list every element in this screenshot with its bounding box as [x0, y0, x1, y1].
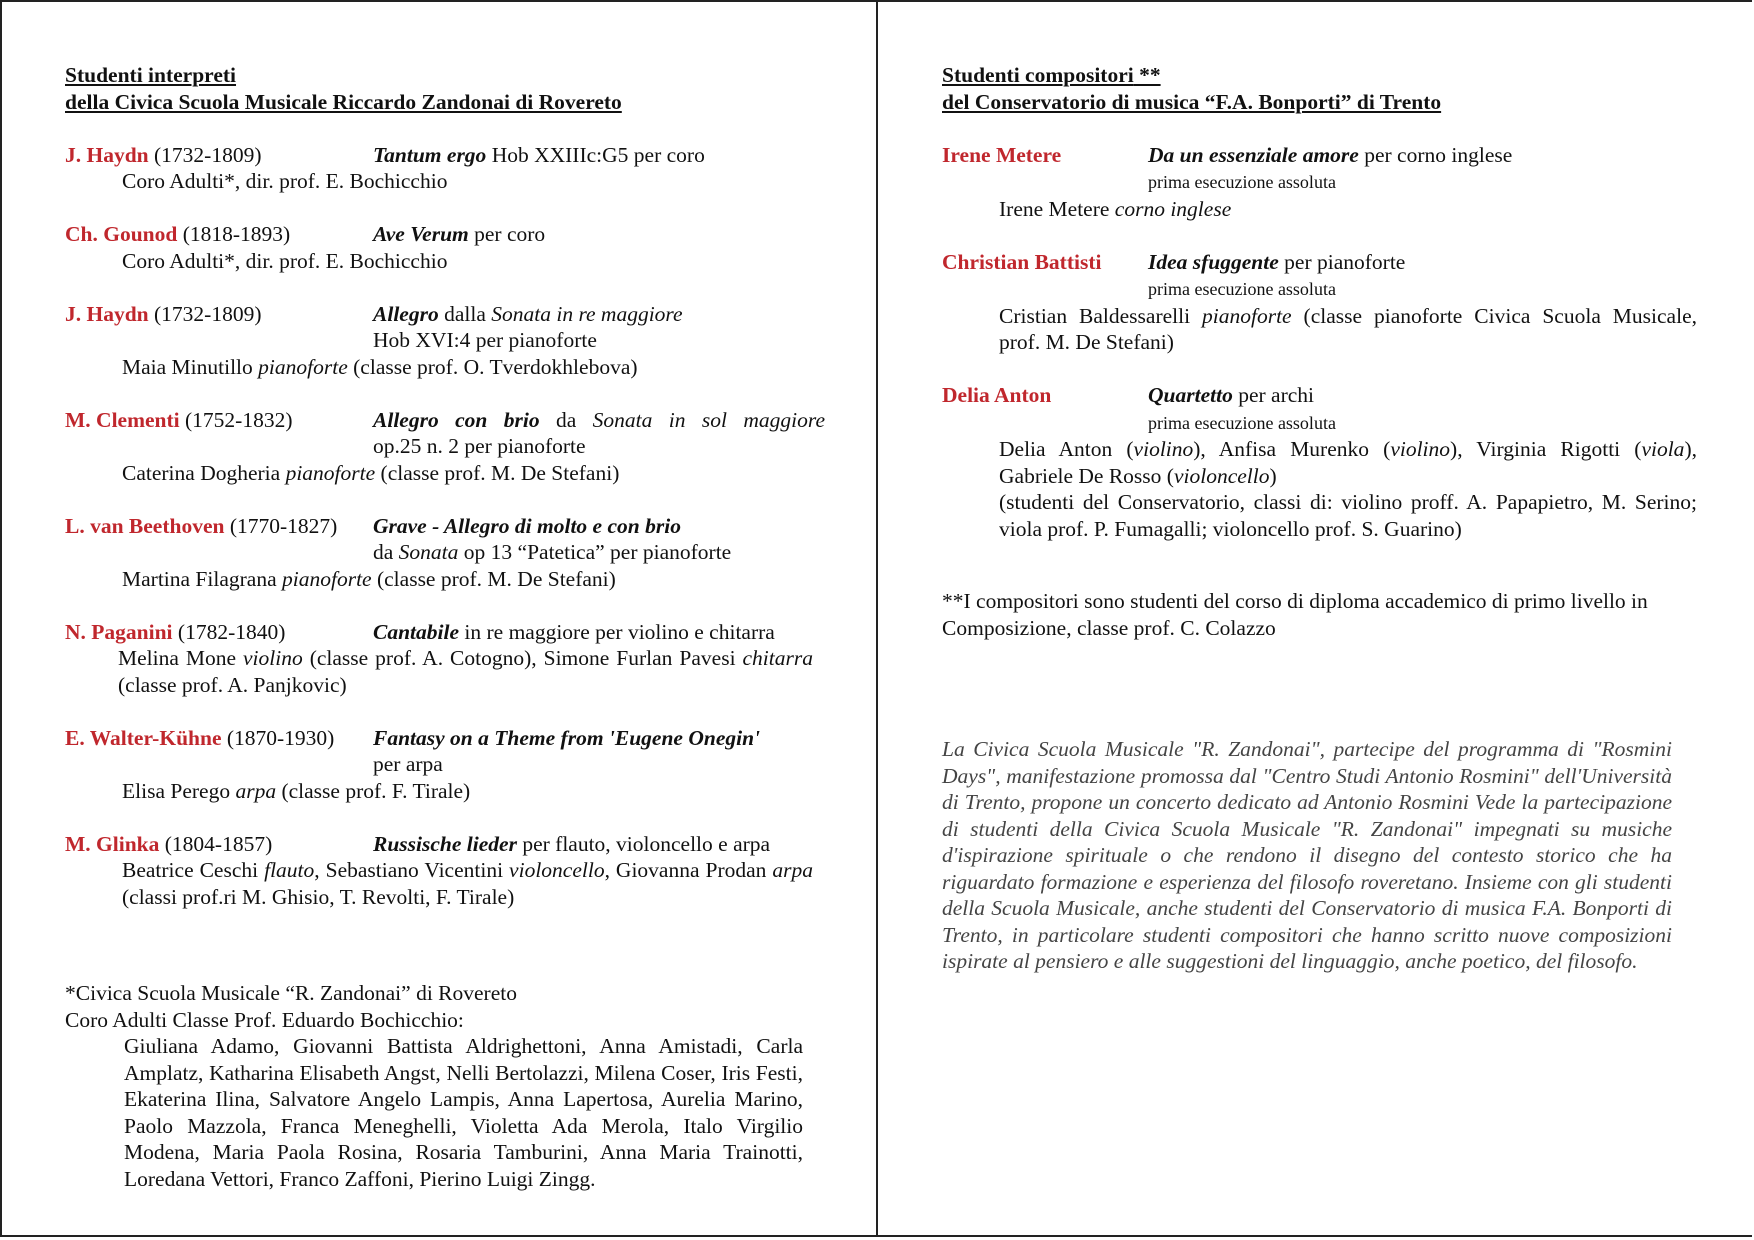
- performers: [942, 436, 1697, 542]
- program-entry: [65, 301, 825, 381]
- work-source: Sonata in sol maggiore: [592, 407, 825, 432]
- composer-name: J. Haydn: [65, 142, 149, 167]
- performer-class: (classe prof. F. Tirale): [276, 778, 471, 803]
- composers-heading: [942, 62, 1697, 115]
- work-details: op.25 n. 2 per pianoforte: [373, 434, 586, 458]
- program-entry: [65, 142, 825, 195]
- program-entry: [65, 619, 825, 699]
- performer-name: ), Anfisa Murenko (: [1193, 437, 1391, 461]
- performer-name: Beatrice Ceschi: [122, 858, 265, 882]
- performer-name: , Sebastiano Vicentini: [314, 858, 510, 882]
- program-entry: [65, 513, 825, 593]
- work-details: Hob XVI:4 per pianoforte: [373, 328, 597, 352]
- heading-stars: **: [1133, 63, 1161, 87]
- performer-name: , Giovanna Prodan: [604, 858, 773, 882]
- work-source: Sonata: [398, 540, 459, 564]
- performer-name: ), Virginia Rigotti (: [1450, 437, 1642, 461]
- program-entry: [65, 725, 825, 805]
- performer-instrument: viola: [1641, 437, 1685, 461]
- performer-instrument: flauto: [264, 858, 315, 882]
- performers: [65, 778, 825, 805]
- composer-name: Ch. Gounod: [65, 222, 178, 246]
- work-details: per coro: [468, 222, 546, 246]
- work-title: Cantabile: [373, 619, 460, 644]
- premiere-note: prima esecuzione assoluta: [1148, 279, 1336, 299]
- work-source: Sonata in re maggiore: [491, 301, 683, 326]
- composer-name: J. Haydn: [65, 301, 149, 326]
- performers: Coro Adulti*, dir. prof. E. Bochicchio: [122, 169, 448, 193]
- performer-instrument: corno inglese: [1114, 196, 1232, 221]
- premiere-note: prima esecuzione assoluta: [1148, 172, 1336, 192]
- performer-instrument: violoncello: [1173, 463, 1270, 488]
- performer-name: Martina Filagrana: [122, 566, 283, 591]
- performer-class: (classe prof. M. De Stefani): [375, 460, 620, 485]
- performers: [65, 645, 825, 698]
- performer-instrument: arpa: [772, 858, 813, 882]
- performers: Coro Adulti*, dir. prof. E. Bochicchio: [122, 248, 448, 273]
- program-entry: [65, 407, 825, 487]
- performer-instrument: violoncello: [509, 858, 605, 882]
- about-paragraph: La Civica Scuola Musicale "R. Zandonai", partecipe del programma di "Rosmini Days", manifestazione promossa dal "Centro Studi Antonio Rosmini" dell'Università di Trento, propone un concerto dedicato ad Antonio Rosmini Vede la partecipazione di studenti della Civica Scuola Musicale "R. Zandonai" impegnati su musiche d'ispirazione spirituale o che rendono il disegno del contesto storico che ha riguardato formazione e esperienza del filosofo roveretano. Insieme con gli studenti della Scuola Musicale, anche studenti del Conservatorio di musica F.A. Bonporti di Trento, in particolare studenti compositori che hanno scritto nuove composizioni ispirate al pensiero e alle suggestioni del linguaggio, anche poetico, del filosofo.: [942, 737, 1672, 973]
- composer-dates: (1782-1840): [172, 619, 286, 644]
- performer-instrument: violino: [1133, 437, 1194, 461]
- work-details: per arpa: [373, 752, 443, 776]
- program-entry: [942, 249, 1697, 356]
- program-entry: [942, 142, 1697, 223]
- performer-instrument: violino: [243, 646, 303, 670]
- performer-name: Caterina Dogheria: [122, 460, 286, 485]
- heading-line-2: della Civica Scuola Musicale Riccardo Zandonai di Rovereto: [65, 89, 622, 114]
- composer-name: M. Clementi: [65, 407, 180, 432]
- work-details: per archi: [1232, 383, 1314, 407]
- performers: [65, 857, 825, 910]
- work-details: per pianoforte: [1278, 249, 1406, 274]
- composer-dates: (1804-1857): [159, 831, 273, 856]
- performers-heading: [65, 62, 825, 115]
- composer-name: E. Walter-Kühne: [65, 725, 222, 750]
- performer-class: (classe prof. M. De Stefani): [371, 566, 616, 591]
- work-title: Russische lieder: [373, 831, 517, 856]
- performers: [942, 196, 1697, 223]
- performer-instrument: violino: [1390, 437, 1451, 461]
- program-entry: [942, 382, 1697, 542]
- work-title: Idea sfuggente: [1148, 249, 1279, 274]
- choir-footnote: [65, 980, 825, 1192]
- performer-name: Maia Minutillo: [122, 354, 259, 379]
- performer-name: Irene Metere: [999, 196, 1115, 221]
- work-connector: da: [373, 540, 399, 564]
- composer-dates: (1870-1930): [221, 725, 335, 750]
- work-details: op 13 “Patetica” per pianoforte: [458, 540, 732, 564]
- composer-dates: (1770-1827): [224, 513, 338, 538]
- performer-class: (classe pianoforte Civica Scuola Musicale, prof. M. De Stefani): [999, 303, 1697, 354]
- performer-instrument: chitarra: [742, 646, 813, 670]
- performer-name: Elisa Perego: [122, 778, 236, 803]
- program-entry: [65, 831, 825, 911]
- performers: [65, 460, 825, 487]
- performer-instrument: pianoforte: [282, 566, 372, 591]
- work-title: Da un essenziale amore: [1148, 142, 1359, 167]
- choir-members: Giuliana Adamo, Giovanni Battista Aldrighettoni, Anna Amistadi, Carla Amplatz, Katharina Elisabeth Angst, Nelli Bertolazzi, Milena Coser, Iris Festi, Ekaterina Ilina, Salvatore Angelo Lampis, Anna Lapertosa, Aurelia Marino, Paolo Mazzola, Franca Meneghelli, Violetta Ada Merola, Italo Virgilio Modena, Maria Paola Rosina, Rosaria Tamburini, Anna Maria Trainotti, Loredana Vettori, Franco Zaffoni, Pierino Luigi Zingg.: [124, 1034, 803, 1191]
- performer-classes: (studenti del Conservatorio, classi di: violino proff. A. Papapietro, M. Serino; viola prof. P. Fumagalli; violoncello prof. S. Guarino): [999, 490, 1697, 541]
- right-page: [942, 62, 1697, 975]
- program-entry: [65, 221, 825, 274]
- left-page: [65, 62, 825, 1192]
- performers: [942, 303, 1697, 356]
- composer-dates: (1752-1832): [179, 407, 293, 432]
- composer-name: N. Paganini: [65, 619, 173, 644]
- performer-instrument: pianoforte: [1202, 303, 1292, 328]
- work-details: Hob XXIIIc:G5 per coro: [486, 142, 705, 167]
- performer-instrument: pianoforte: [258, 354, 348, 379]
- work-title: Tantum ergo: [373, 142, 487, 167]
- performer-class: (classe prof. A. Panjkovic): [118, 672, 347, 697]
- performer-instrument: arpa: [235, 778, 277, 803]
- work-title: Grave - Allegro di molto e con brio: [373, 513, 681, 538]
- performer-close: ): [1269, 463, 1277, 488]
- composer-dates: (1732-1809): [148, 142, 262, 167]
- heading-line-1: Studenti compositori: [942, 63, 1134, 87]
- composer-dates: (1732-1809): [148, 301, 262, 326]
- performer-name: Cristian Baldessarelli: [999, 303, 1203, 328]
- work-details: per corno inglese: [1358, 142, 1513, 167]
- work-title: Allegro: [373, 301, 439, 326]
- work-details: per flauto, violoncello e arpa: [516, 831, 771, 856]
- page-divider: [876, 0, 878, 1237]
- performer-instrument: pianoforte: [285, 460, 376, 485]
- work-title: Fantasy on a Theme from 'Eugene Onegin': [373, 725, 761, 750]
- heading-line-2: del Conservatorio di musica “F.A. Bonporti” di Trento: [942, 89, 1442, 114]
- premiere-note: prima esecuzione assoluta: [1148, 412, 1336, 433]
- work-connector: da: [539, 407, 593, 432]
- footnote-choir: Coro Adulti Classe Prof. Eduardo Bochicchio:: [65, 1007, 464, 1032]
- performer-class: (classi prof.ri M. Ghisio, T. Revolti, F. Tirale): [122, 884, 515, 909]
- composer-name: Irene Metere: [942, 142, 1062, 167]
- performer-class: (classe prof. O. Tverdokhlebova): [347, 354, 638, 379]
- work-connector: dalla: [438, 301, 492, 326]
- work-title: Quartetto: [1148, 383, 1233, 407]
- performer-name: Delia Anton (: [999, 437, 1134, 461]
- performers: [65, 566, 825, 593]
- work-details: in re maggiore per violino e chitarra: [459, 619, 775, 644]
- work-title: Allegro con brio: [373, 407, 540, 432]
- composer-name: M. Glinka: [65, 831, 160, 856]
- performer-class: (classe prof. A. Cotogno), Simone Furlan Pavesi: [302, 646, 743, 670]
- performer-name: ), Gabriele De Rosso (: [999, 437, 1697, 488]
- performers: [65, 354, 825, 381]
- heading-line-1: Studenti interpreti: [65, 63, 237, 87]
- performer-name: Melina Mone: [118, 646, 244, 670]
- footnote-school: *Civica Scuola Musicale “R. Zandonai” di Rovereto: [65, 981, 517, 1005]
- composer-dates: (1818-1893): [177, 222, 291, 246]
- composers-note: **I compositori sono studenti del corso di diploma accademico di primo livello in Composizione, classe prof. C. Colazzo: [942, 589, 1648, 640]
- composer-name: Christian Battisti: [942, 249, 1102, 274]
- work-title: Ave Verum: [373, 222, 469, 246]
- composer-name: Delia Anton: [942, 383, 1052, 407]
- composer-name: L. van Beethoven: [65, 513, 225, 538]
